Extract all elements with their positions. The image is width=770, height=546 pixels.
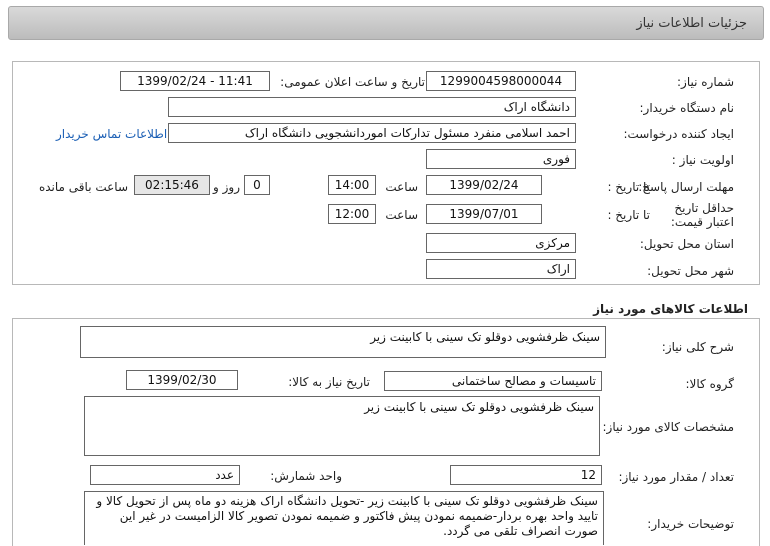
priority-label: اولویت نیاز : bbox=[671, 153, 734, 167]
reply-deadline-label: مهلت ارسال پاسخ: bbox=[638, 180, 734, 194]
summary-label: شرح کلی نیاز: bbox=[661, 340, 734, 354]
days-field: 0 bbox=[244, 175, 270, 195]
buyer-org-field: دانشگاه اراک bbox=[168, 97, 576, 117]
summary-field: سینک ظرفشویی دوقلو تک سینی با کابینت زیر bbox=[80, 326, 606, 358]
qty-label: تعداد / مقدار مورد نیاز: bbox=[618, 470, 734, 484]
unit-field: عدد bbox=[90, 465, 240, 485]
remaining-time-field: 02:15:46 bbox=[134, 175, 210, 195]
city-field: اراک bbox=[426, 259, 576, 279]
group-label: گروه کالا: bbox=[685, 377, 734, 391]
need-date-label: تاریخ نیاز به کالا: bbox=[288, 375, 370, 389]
remaining-label: ساعت باقی مانده bbox=[38, 180, 128, 194]
buyer-org-label: نام دستگاه خریدار: bbox=[639, 101, 734, 115]
need-info-panel bbox=[12, 61, 760, 285]
reply-date-field: 1399/02/24 bbox=[426, 175, 542, 195]
validity-hour-label: ساعت bbox=[385, 208, 418, 222]
announce-field: 1399/02/24 - 11:41 bbox=[120, 71, 270, 91]
province-label: استان محل تحویل: bbox=[639, 237, 734, 251]
reply-hour-label: ساعت bbox=[385, 180, 418, 194]
priority-field: فوری bbox=[426, 149, 576, 169]
creator-field: احمد اسلامی منفرد مسئول تداركات اموردانشجویی دانشگاه اراک bbox=[168, 123, 576, 143]
specs-label: مشخصات کالای مورد نیاز: bbox=[602, 420, 734, 434]
specs-field: سینک ظرفشویی دوقلو تک سینی با کابینت زیر bbox=[84, 396, 600, 456]
announce-label: تاریخ و ساعت اعلان عمومی: bbox=[280, 75, 425, 89]
group-field: تاسیسات و مصالح ساختمانی bbox=[384, 371, 602, 391]
need-number-label: شماره نیاز: bbox=[677, 75, 734, 89]
goods-section-title: اطلاعات کالاهای مورد نیاز bbox=[593, 302, 748, 316]
price-validity-label: حداقل تاریخ اعتبار قیمت: bbox=[670, 201, 734, 229]
buyer-contact-link[interactable]: اطلاعات تماس خریدار bbox=[56, 127, 168, 141]
city-label: شهر محل تحویل: bbox=[647, 264, 734, 278]
buyer-notes-field: سینک ظرفشویی دوقلو تک سینی با کابینت زیر -تحویل دانشگاه اراک هزینه دو ماه پس از تحویل کالا و تایید واحد بهره بردار-ضمیمه نمودن پیش فاکتور و ضمیمه نمودن تصویر کالا الزامیست در غیر این صورت انصراف تلقی می گردد. bbox=[84, 491, 604, 545]
validity-time-field: 12:00 bbox=[328, 204, 376, 224]
validity-date-field: 1399/07/01 bbox=[426, 204, 542, 224]
need-date-field: 1399/02/30 bbox=[126, 370, 238, 390]
qty-field: 12 bbox=[450, 465, 602, 485]
days-label: روز و bbox=[213, 180, 240, 194]
unit-label: واحد شمارش: bbox=[270, 469, 342, 483]
header-bar bbox=[8, 6, 764, 40]
creator-label: ایجاد کننده درخواست: bbox=[623, 127, 734, 141]
province-field: مرکزی bbox=[426, 233, 576, 253]
reply-time-field: 14:00 bbox=[328, 175, 376, 195]
buyer-notes-label: توضیحات خریدار: bbox=[647, 517, 734, 531]
validity-until-date-label: تا تاریخ : bbox=[607, 208, 650, 222]
need-number-field: 1299004598000044 bbox=[426, 71, 576, 91]
reply-until-date-label: تا تاریخ : bbox=[607, 180, 650, 194]
page-title: جزئیات اطلاعات نیاز bbox=[636, 16, 747, 31]
